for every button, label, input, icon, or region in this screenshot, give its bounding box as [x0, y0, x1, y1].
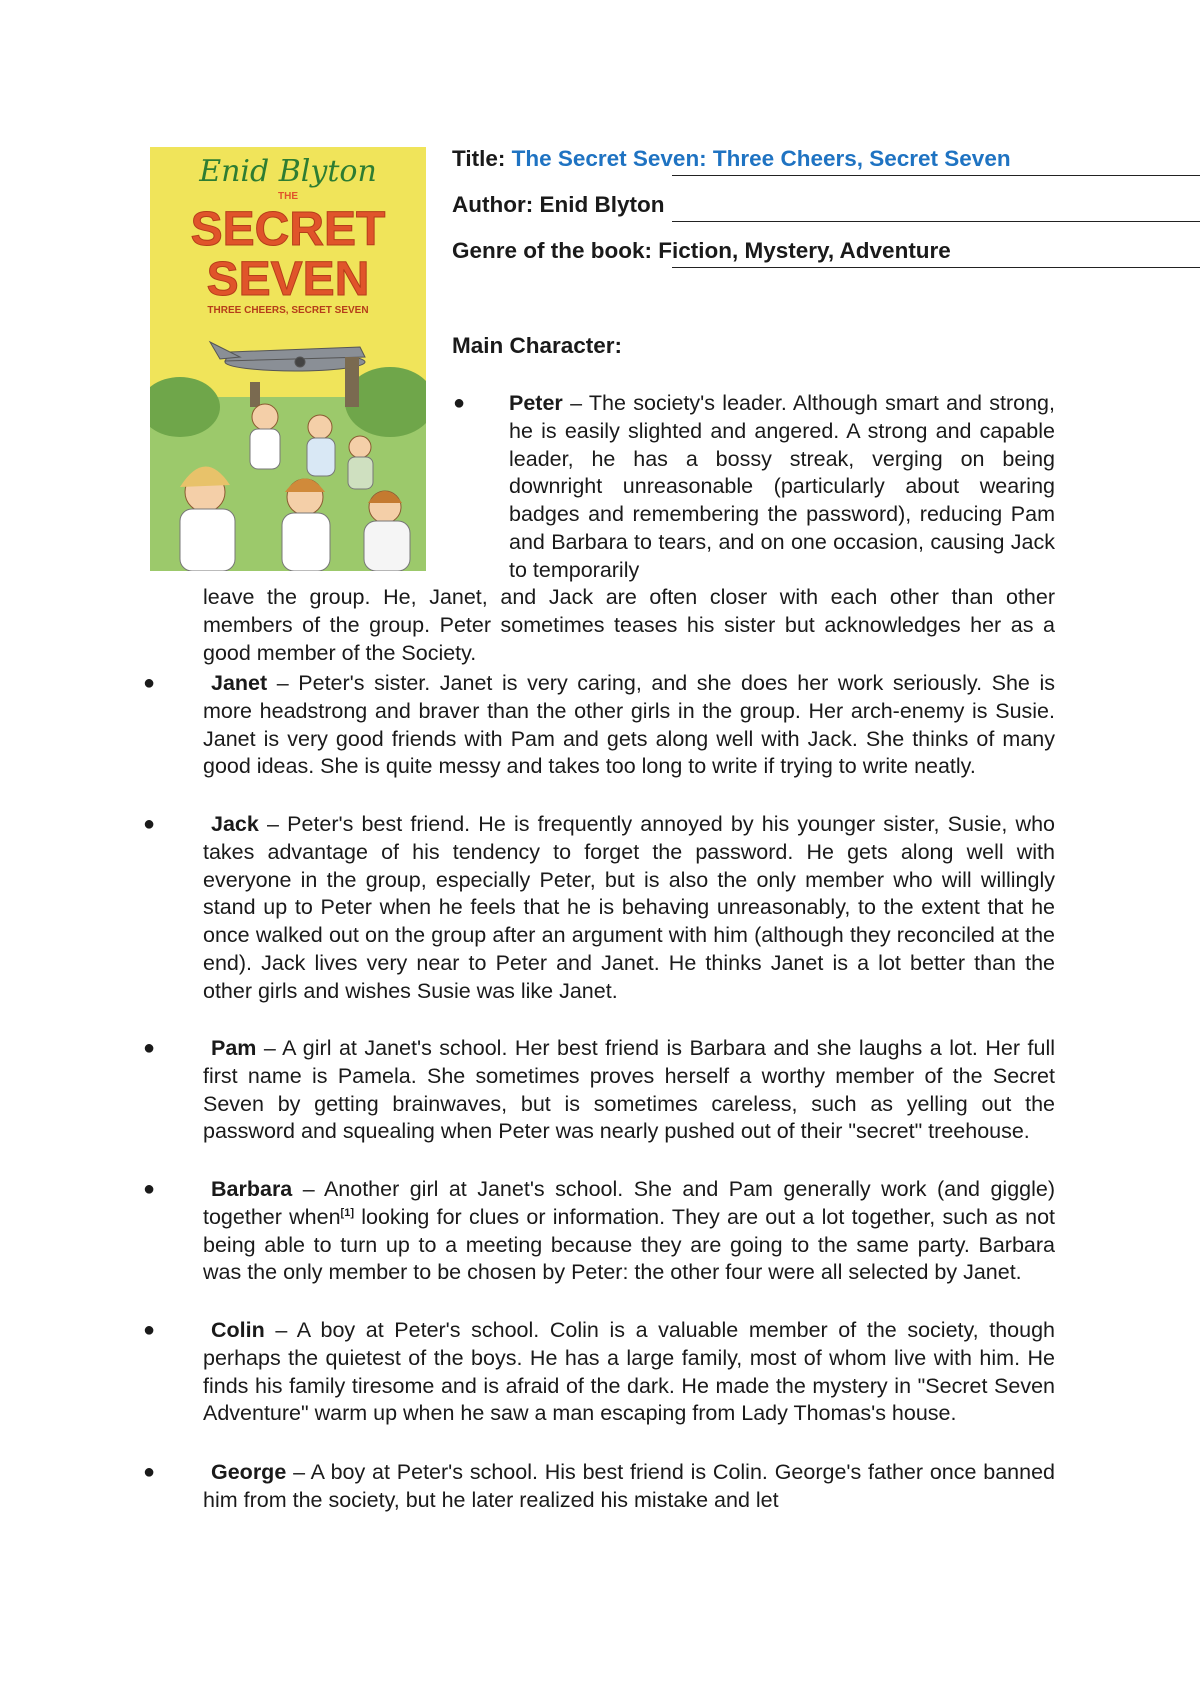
bullet-barbara: ●	[143, 1178, 156, 1200]
character-name-barbara: Barbara	[211, 1177, 293, 1201]
author-value: Enid Blyton	[539, 192, 665, 217]
character-desc-peter-b: leave the group. He, Janet, and Jack are often closer with each other than other members of the group. Peter sometimes teases his sister but acknowledges her as a good member of the Society.	[203, 585, 1055, 665]
bullet-peter: ●	[453, 392, 466, 414]
character-name-peter: Peter	[509, 391, 563, 415]
title-value: The Secret Seven: Three Cheers, Secret Seven	[511, 146, 1011, 171]
character-name-jack: Jack	[211, 812, 259, 836]
cover-series-the: THE	[278, 191, 298, 202]
character-name-george: George	[211, 1460, 287, 1484]
character-name-janet: Janet	[211, 671, 268, 695]
character-desc-barbara-a: – Another girl at Janet's school. She and Pam generally work (and giggle) together when	[203, 1177, 1055, 1229]
footnote-link[interactable]: [1]	[340, 1206, 354, 1219]
cover-series-seven: SEVEN	[206, 253, 370, 306]
cover-subtitle: THREE CHEERS, SECRET SEVEN	[207, 305, 369, 316]
bullet-george: ●	[143, 1461, 156, 1483]
bullet-jack: ●	[143, 813, 156, 835]
character-name-pam: Pam	[211, 1036, 257, 1060]
character-desc-jack: – Peter's best friend. He is frequently annoyed by his younger sister, Susie, who takes advantage of his tendency to forget the password. He gets along well with everyone in the group, especially Peter, but is also the only member who will willingly stand up to Peter when he feels that he is behaving unreasonably, to the extent that he once walked out on the group after an argument with him (although they reconciled at the end). Jack lives very near to Peter and Janet. He thinks Janet is a lot better than the other girls and wishes Susie was like Janet.	[203, 812, 1055, 1003]
character-name-colin: Colin	[211, 1318, 265, 1342]
character-desc-colin: – A boy at Peter's school. Colin is a valuable member of the society, though perhaps the quietest of the boys. He has a large family, most of whom live with him. He finds his family tiresome and is afraid of the dark. He made the mystery in "Secret Seven Adventure" warm up when he saw a man escaping from Lady Thomas's house.	[203, 1318, 1055, 1426]
title-field	[452, 146, 1011, 172]
character-peter-text-bottom	[203, 584, 1055, 667]
genre-rule	[672, 267, 1200, 268]
character-desc-peter-a: – The society's leader. Although smart and strong, he is easily slighted and angered. A strong and capable leader, he has a bossy streak, verging on being downright unreasonable (particularly about wearing badges and remembering the password), reducing Pam and Barbara to tears, and on one occasion, causing Jack to temporarily	[509, 391, 1055, 582]
character-desc-george: – A boy at Peter's school. His best friend is Colin. George's father once banned him from the society, but he later realized his mistake and let	[203, 1460, 1055, 1512]
bullet-colin: ●	[143, 1319, 156, 1341]
genre-field	[452, 238, 951, 264]
author-field	[452, 192, 664, 218]
cover-series-secret: SECRET	[190, 203, 386, 256]
character-peter-text-top	[509, 390, 1055, 585]
genre-label: Genre of the book:	[452, 238, 659, 263]
character-george	[203, 1459, 1055, 1515]
author-label: Author:	[452, 192, 540, 217]
book-cover-image	[150, 147, 426, 571]
character-barbara	[203, 1176, 1055, 1287]
title-rule	[672, 175, 1200, 176]
author-rule	[672, 221, 1200, 222]
character-desc-barbara-b: looking for clues or information. They are out a lot together, such as not being able to turn up to a meeting because they are going to the same party. Barbara was the only member to be chosen by Peter: the other four were all selected by Janet.	[203, 1204, 1056, 1285]
main-character-heading: Main Character:	[452, 333, 623, 358]
title-label: Title:	[452, 146, 512, 171]
character-desc-pam: – A girl at Janet's school. Her best friend is Barbara and she laughs a lot. Her full first name is Pamela. She sometimes proves herself a worthy member of the Secret Seven by getting brainwaves, but is sometimes careless, such as yelling out the password and squealing when Peter was nearly pushed out of their "secret" treehouse.	[203, 1036, 1055, 1144]
bullet-pam: ●	[143, 1037, 156, 1059]
genre-value: Fiction, Mystery, Adventure	[658, 238, 951, 263]
bullet-janet: ●	[143, 672, 156, 694]
character-desc-janet: – Peter's sister. Janet is very caring, and she does her work seriously. She is more headstrong and braver than the other girls in the group. Her arch-enemy is Susie. Janet is very good friends with Pam and gets along well with Jack. She thinks of many good ideas. She is quite messy and takes too long to write if trying to write neatly.	[203, 671, 1055, 779]
character-pam	[203, 1035, 1055, 1146]
character-janet	[203, 670, 1055, 781]
character-jack	[203, 811, 1055, 1006]
cover-author-logo: Enid Blyton	[199, 154, 377, 189]
character-colin	[203, 1317, 1055, 1428]
